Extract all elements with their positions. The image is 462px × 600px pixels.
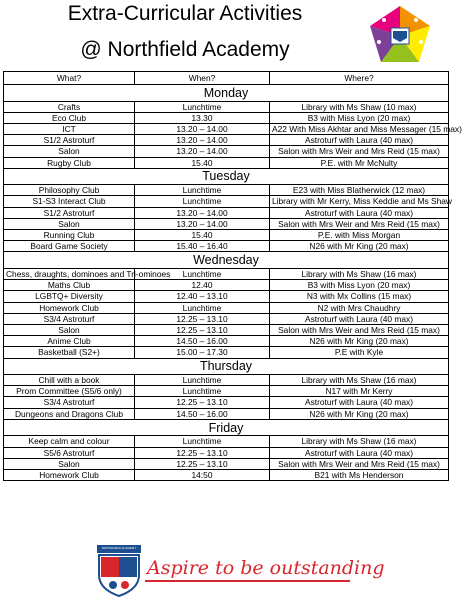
table-row xyxy=(4,469,449,480)
table-row xyxy=(4,146,449,157)
activity-time: 13.20 – 14.00 xyxy=(135,123,270,134)
activity-time: 13.20 – 14.00 xyxy=(135,218,270,229)
activity-time: 13.20 – 14.00 xyxy=(135,146,270,157)
table-row xyxy=(4,241,449,252)
activity-name: Basketball (S2+) xyxy=(4,347,135,358)
day-header: Monday xyxy=(4,85,449,102)
activity-name: Dungeons and Dragons Club xyxy=(4,408,135,419)
activity-name: Salon xyxy=(4,218,135,229)
slogan-underline xyxy=(145,580,350,582)
activity-time: 15.40 xyxy=(135,157,270,168)
activity-time: Lunchtime xyxy=(135,386,270,397)
activity-name: Maths Club xyxy=(4,280,135,291)
column-header-what: What? xyxy=(4,72,135,85)
table-row xyxy=(4,436,449,447)
activity-time: 13.20 – 14.00 xyxy=(135,207,270,218)
table-header-row xyxy=(4,72,449,85)
activity-location: Library with Ms Shaw (16 max) xyxy=(270,375,449,386)
activity-time: Lunchtime xyxy=(135,302,270,313)
activity-name: Homework Club xyxy=(4,302,135,313)
activity-name: Chess, draughts, dominoes and Tri-ominoes xyxy=(4,268,135,279)
activity-name: S1/2 Astroturf xyxy=(4,135,135,146)
table-row xyxy=(4,230,449,241)
table-row xyxy=(4,123,449,134)
activities-table xyxy=(3,71,462,481)
activity-time: Lunchtime xyxy=(135,375,270,386)
day-header: Friday xyxy=(4,419,449,436)
activity-time: Lunchtime xyxy=(135,436,270,447)
table-row xyxy=(4,157,449,168)
activity-time: 15.40 – 16.40 xyxy=(135,241,270,252)
activity-name: Keep calm and colour xyxy=(4,436,135,447)
activity-time: 12.25 – 13.10 xyxy=(135,324,270,335)
activities-logo-icon xyxy=(366,4,434,68)
activity-location: N26 with Mr King (20 max) xyxy=(270,336,449,347)
table-row xyxy=(4,101,449,112)
table-row xyxy=(4,218,449,229)
activity-name: S3/4 Astroturf xyxy=(4,313,135,324)
activity-location: B3 with Miss Lyon (20 max) xyxy=(270,112,449,123)
activity-location: B3 with Miss Lyon (20 max) xyxy=(270,280,449,291)
activity-name: Eco Club xyxy=(4,112,135,123)
activity-location: Salon with Mrs Weir and Mrs Reid (15 max) xyxy=(270,324,449,335)
table-row xyxy=(4,112,449,123)
activity-location: Astroturf with Laura (40 max) xyxy=(270,313,449,324)
activity-name: Running Club xyxy=(4,230,135,241)
activity-location: N3 with Mx Collins (15 max) xyxy=(270,291,449,302)
table-row xyxy=(4,397,449,408)
activity-name: Chill with a book xyxy=(4,375,135,386)
activity-location: P.E. with Miss Morgan xyxy=(270,230,449,241)
table-row xyxy=(4,268,449,279)
activity-name: Prom Committee (S5/6 only) xyxy=(4,386,135,397)
activity-location: A22 With Miss Akhtar and Miss Messager (15 max) xyxy=(270,123,449,134)
activity-time: Lunchtime xyxy=(135,196,270,207)
activity-name: Rugby Club xyxy=(4,157,135,168)
activity-time: 14.50 – 16.00 xyxy=(135,408,270,419)
activity-time: Lunchtime xyxy=(135,185,270,196)
activity-name: Salon xyxy=(4,458,135,469)
activity-name: S1/2 Astroturf xyxy=(4,207,135,218)
table-row xyxy=(4,280,449,291)
activity-location: N17 with Mr Kerry xyxy=(270,386,449,397)
activity-name: Homework Club xyxy=(4,469,135,480)
activity-time: 12.25 – 13.10 xyxy=(135,313,270,324)
table-row xyxy=(4,135,449,146)
activity-name: LGBTQ+ Diversity xyxy=(4,291,135,302)
activity-location: N2 with Mrs Chaudhry xyxy=(270,302,449,313)
activity-time: 15.00 – 17.30 xyxy=(135,347,270,358)
page-subtitle: @ Northfield Academy xyxy=(80,38,290,61)
day-header: Wednesday xyxy=(4,252,449,269)
table-row xyxy=(4,196,449,207)
activity-location: Astroturf with Laura (40 max) xyxy=(270,135,449,146)
activity-name: S5/6 Astroturf xyxy=(4,447,135,458)
activity-location: Astroturf with Laura (40 max) xyxy=(270,447,449,458)
activity-location: Library with Ms Shaw (16 max) xyxy=(270,268,449,279)
day-header-row xyxy=(4,358,449,375)
activity-name: S1-S3 Interact Club xyxy=(4,196,135,207)
footer-banner xyxy=(95,545,385,597)
table-row xyxy=(4,291,449,302)
activity-location: Salon with Mrs Weir and Mrs Reid (15 max) xyxy=(270,146,449,157)
activity-location: Astroturf with Laura (40 max) xyxy=(270,397,449,408)
day-header: Thursday xyxy=(4,358,449,375)
activity-location: N26 with Mr King (20 max) xyxy=(270,241,449,252)
activities-table-body xyxy=(4,85,462,481)
activity-name: Board Game Society xyxy=(4,241,135,252)
activity-time: 12.40 – 13.10 xyxy=(135,291,270,302)
day-header-row xyxy=(4,419,449,436)
activity-time: 13.20 – 14.00 xyxy=(135,135,270,146)
crest-text: NORTHFIELD ACADEMY xyxy=(101,546,137,550)
day-header: Tuesday xyxy=(4,168,449,185)
activity-time: Lunchtime xyxy=(135,268,270,279)
table-row xyxy=(4,447,449,458)
activity-location: Library with Mr Kerry, Miss Keddie and Ms Shaw xyxy=(270,196,449,207)
table-row xyxy=(4,375,449,386)
table-row xyxy=(4,386,449,397)
table-row xyxy=(4,302,449,313)
activity-time: Lunchtime xyxy=(135,101,270,112)
activity-location: P.E with Kyle xyxy=(270,347,449,358)
column-header-when: When? xyxy=(135,72,270,85)
activity-time: 12.25 – 13.10 xyxy=(135,447,270,458)
activity-time: 14:50 xyxy=(135,469,270,480)
activity-location: Salon with Mrs Weir and Mrs Reid (15 max) xyxy=(270,218,449,229)
table-row xyxy=(4,313,449,324)
table-row xyxy=(4,207,449,218)
activity-time: 12.40 xyxy=(135,280,270,291)
day-header-row xyxy=(4,168,449,185)
day-header-row xyxy=(4,252,449,269)
table-row xyxy=(4,185,449,196)
activity-location: P.E. with Mr McNulty xyxy=(270,157,449,168)
table-row xyxy=(4,324,449,335)
activity-location: B21 with Ms Henderson xyxy=(270,469,449,480)
table-row xyxy=(4,458,449,469)
activity-time: 12.25 – 13.10 xyxy=(135,397,270,408)
activity-name: ICT xyxy=(4,123,135,134)
column-header-where: Where? xyxy=(270,72,449,85)
activity-location: E23 with Miss Blatherwick (12 max) xyxy=(270,185,449,196)
table-row xyxy=(4,347,449,358)
slogan-text: Aspire to be outstanding xyxy=(147,557,385,579)
school-crest-icon xyxy=(95,545,143,597)
activity-name: Salon xyxy=(4,324,135,335)
table-row xyxy=(4,408,449,419)
activity-name: Anime Club xyxy=(4,336,135,347)
activity-location: N26 with Mr King (20 max) xyxy=(270,408,449,419)
activity-time: 14.50 – 16.00 xyxy=(135,336,270,347)
activity-time: 13.30 xyxy=(135,112,270,123)
page-title: Extra-Curricular Activities xyxy=(67,2,303,25)
activity-time: 12.25 – 13.10 xyxy=(135,458,270,469)
activity-location: Library with Ms Shaw (16 max) xyxy=(270,436,449,447)
activity-name: Philosophy Club xyxy=(4,185,135,196)
day-header-row xyxy=(4,85,449,102)
activity-time: 15.40 xyxy=(135,230,270,241)
table-row xyxy=(4,336,449,347)
activity-location: Salon with Mrs Weir and Mrs Reid (15 max) xyxy=(270,458,449,469)
activity-name: Salon xyxy=(4,146,135,157)
activity-location: Astroturf with Laura (40 max) xyxy=(270,207,449,218)
activity-name: Crafts xyxy=(4,101,135,112)
activity-location: Library with Ms Shaw (10 max) xyxy=(270,101,449,112)
activity-name: S3/4 Astroturf xyxy=(4,397,135,408)
